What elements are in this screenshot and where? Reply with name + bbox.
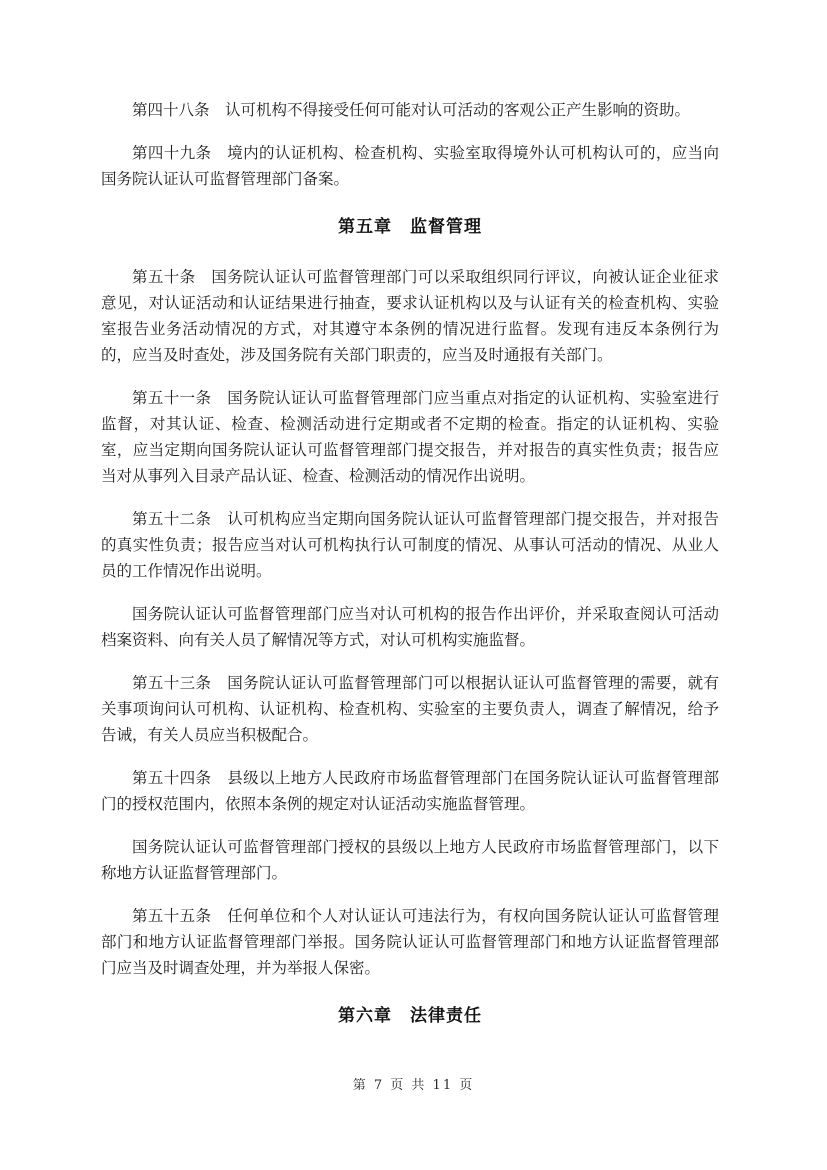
article-51-paragraph: 第五十一条 国务院认证认可监督管理部门应当重点对指定的认证机构、实验室进行监督，对其认证、检查、检测活动进行定期或者不定期的检查。指定的认证机构、实验室，应当定期向国务院认证认可监督管理部门提交报告，并对报告的真实性负责；报告应当对从事列入目录产品认证、检查、检测活动的情况作出说明。 <box>101 389 719 485</box>
article-53-paragraph: 第五十三条 国务院认证认可监督管理部门可以根据认证认可监督管理的需要，就有关事项询问认可机构、认证机构、检查机构、实验室的主要负责人，调查了解情况，给予告诫，有关人员应当积极配合。 <box>101 674 719 744</box>
article-54-paragraph: 第五十四条 县级以上地方人民政府市场监督管理部门在国务院认证认可监督管理部门的授权范围内，依照本条例的规定对认证活动实施监督管理。 <box>101 769 719 813</box>
article-50-paragraph: 第五十条 国务院认证认可监督管理部门可以采取组织同行评议，向被认证企业征求意见，对认证活动和认证结果进行抽查，要求认证机构以及与认证有关的检查机构、实验室报告业务活动情况的方式，对其遵守本条例的情况进行监督。发现有违反本条例行为的，应当及时查处，涉及国务院有关部门职责的，应当及时通报有关部门。 <box>101 268 719 364</box>
article-52-paragraph-2: 国务院认证认可监督管理部门应当对认可机构的报告作出评价，并采取查阅认可活动档案资料、向有关人员了解情况等方式，对认可机构实施监督。 <box>101 605 719 649</box>
page-number-label: 第 7 页 共 11 页 <box>352 1078 475 1093</box>
article-48-paragraph: 第四十八条 认可机构不得接受任何可能对认可活动的客观公正产生影响的资助。 <box>132 101 691 119</box>
article-52-paragraph: 第五十二条 认可机构应当定期向国务院认证认可监督管理部门提交报告，并对报告的真实性负责；报告应当对认可机构执行认可制度的情况、从事认可活动的情况、从业人员的工作情况作出说明。 <box>101 510 719 580</box>
page-footer <box>0 1076 827 1096</box>
article-54-paragraph-2: 国务院认证认可监督管理部门授权的县级以上地方人民政府市场监督管理部门，以下称地方认证监督管理部门。 <box>101 838 719 882</box>
chapter-5-heading: 第五章 监督管理 <box>338 217 482 237</box>
chapter-6-heading: 第六章 法律责任 <box>338 1006 482 1026</box>
article-55-paragraph: 第五十五条 任何单位和个人对认证认可违法行为，有权向国务院认证认可监督管理部门和地方认证监督管理部门举报。国务院认证认可监督管理部门和地方认证监督管理部门应当及时调查处理，并为举报人保密。 <box>101 907 719 977</box>
document-content <box>101 97 719 1053</box>
article-49-paragraph: 第四十九条 境内的认证机构、检查机构、实验室取得境外认可机构认可的，应当向国务院认证认可监督管理部门备案。 <box>101 144 719 188</box>
